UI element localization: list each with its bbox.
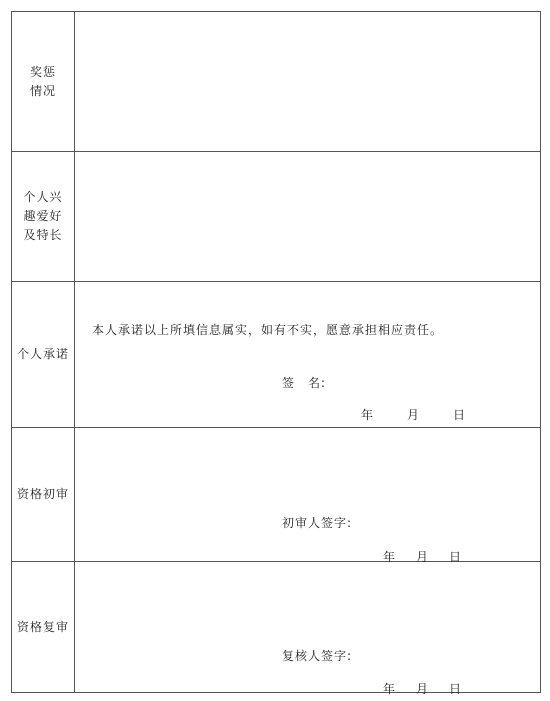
hobbies-content-field[interactable] [75, 152, 540, 281]
recheck-content-cell [75, 562, 540, 696]
hobbies-label-cell [12, 152, 75, 281]
pledge-label-cell [12, 282, 75, 427]
pledge-date-year: 年 [361, 408, 375, 422]
recheck-date-month: 月 [416, 682, 430, 696]
recheck-label: 资格复审 [16, 619, 69, 634]
initial-review-date-month: 月 [416, 550, 430, 564]
initial-review-row [12, 428, 540, 562]
awards-row [12, 12, 540, 152]
recheck-label-cell [12, 562, 75, 692]
initial-review-label-cell [12, 428, 75, 561]
hobbies-row [12, 152, 540, 282]
initial-review-date-year: 年 [383, 550, 397, 564]
pledge-statement: 本人承诺以上所填信息属实，如有不实，愿意承担相应责任。 [92, 323, 444, 337]
awards-content-field[interactable] [75, 12, 540, 151]
recheck-date-year: 年 [383, 682, 397, 696]
awards-label: 奖惩 情况 [29, 64, 56, 98]
pledge-date-day: 日 [453, 408, 467, 422]
hobbies-label: 个人兴 趣爱好 及特长 [23, 190, 63, 242]
initial-review-content-cell [75, 428, 540, 564]
recheck-row [12, 562, 540, 696]
pledge-row [12, 282, 540, 428]
recheck-signer-label: 复核人签字: [282, 649, 353, 663]
pledge-content-cell [75, 282, 540, 427]
awards-label-cell [12, 12, 75, 151]
recheck-date-day: 日 [449, 682, 463, 696]
initial-reviewer-signature-label: 初审人签字: [282, 516, 353, 530]
pledge-signature-label: 签 名: [282, 376, 327, 390]
initial-review-label: 资格初审 [16, 487, 69, 501]
initial-review-date-day: 日 [449, 550, 463, 564]
application-form-table [11, 11, 541, 696]
pledge-date-month: 月 [407, 408, 421, 422]
pledge-label: 个人承诺 [16, 347, 69, 361]
